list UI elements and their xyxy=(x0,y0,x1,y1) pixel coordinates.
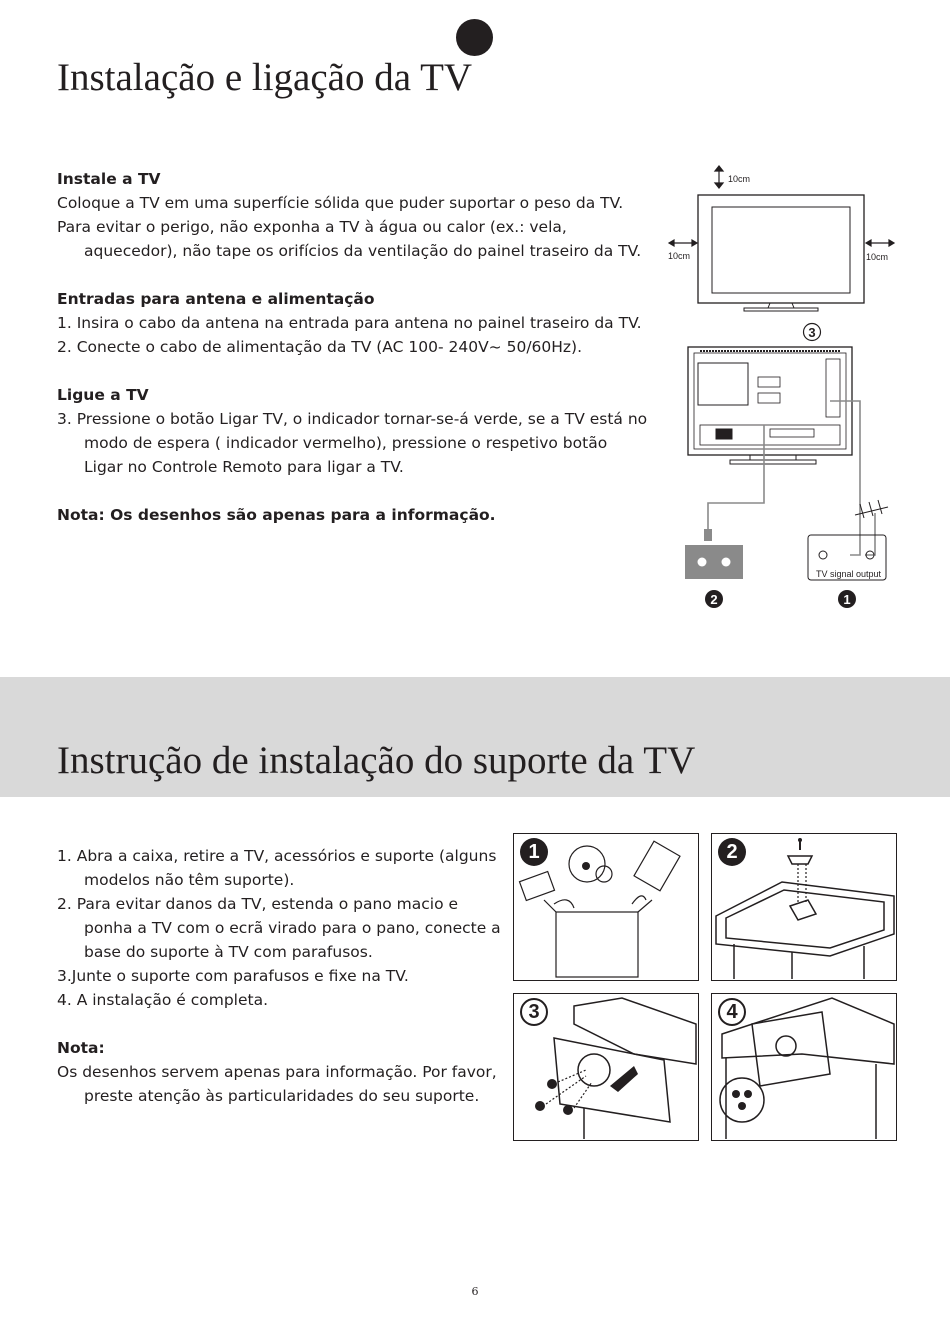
back-panel-badge-number: 3 xyxy=(808,325,816,340)
power-cable xyxy=(708,425,764,531)
stand-panel-4 xyxy=(711,993,897,1141)
power-step3: 3. Pressione o botão Ligar TV, o indicador tornar-se-á verde, se a TV está no modo de espera ( indicador vermelho), pressione o respetivo botão Ligar no Controle Remoto para ligar a TV. xyxy=(57,410,648,476)
antenna-badge-number: 1 xyxy=(843,592,851,607)
stand-step3: 3.Junte o suporte com parafusos e fixe na TV. xyxy=(57,967,409,985)
panel-number-3: 3 xyxy=(520,998,548,1026)
drawing-note: Nota: Os desenhos são apenas para a informação. xyxy=(57,506,496,524)
stand-step4: 4. A instalação é completa. xyxy=(57,991,269,1009)
section1-text xyxy=(57,167,657,527)
tv-back-drawing xyxy=(688,347,852,464)
tv-signal-output-label: TV signal output xyxy=(816,569,882,579)
panel-number-2: 2 xyxy=(718,838,746,866)
section2-title: Instrução de instalação do suporte da TV xyxy=(57,739,696,782)
section2-text xyxy=(57,844,507,1108)
fix-stand-drawing xyxy=(514,994,697,1139)
stand-note-heading: Nota: xyxy=(57,1039,105,1057)
inputs-heading: Entradas para antena e alimentação xyxy=(57,290,375,308)
page-number: 6 xyxy=(471,1285,479,1298)
panel-number-4: 4 xyxy=(718,998,746,1026)
tv-connection-diagram xyxy=(660,163,910,613)
clearance-left-arrow xyxy=(669,240,697,246)
stand-note-text: Os desenhos servem apenas para informação. Por favor, preste atenção às particularidades do seu suporte. xyxy=(57,1063,497,1105)
inputs-step2: 2. Conecte o cabo de alimentação da TV (AC 100- 240V~ 50/60Hz). xyxy=(57,338,583,356)
section-marker-dot xyxy=(456,19,493,56)
stand-panel-3 xyxy=(513,993,699,1141)
stand-step2: 2. Para evitar danos da TV, estenda o pano macio e ponha a TV com o ecrã virado para o pano, conecte a base do suporte à TV com parafusos. xyxy=(57,895,501,961)
clearance-right-arrow xyxy=(866,240,894,246)
inputs-step1: 1. Insira o cabo da antena na entrada para antena no painel traseiro da TV. xyxy=(57,314,642,332)
clearance-top-label: 10cm xyxy=(728,174,751,184)
attach-base-drawing xyxy=(712,834,895,979)
power-badge-number: 2 xyxy=(710,592,718,607)
power-heading: Ligue a TV xyxy=(57,386,149,404)
panel-number-1: 1 xyxy=(520,838,548,866)
unbox-drawing xyxy=(514,834,697,979)
clearance-top-arrow xyxy=(715,166,723,188)
install-line2: Para evitar o perigo, não exponha a TV à água ou calor (ex.: vela, aquecedor), não tape os orifícios da ventilação do painel traseiro da TV. xyxy=(57,218,642,260)
install-heading: Instale a TV xyxy=(57,170,161,188)
clearance-left-label: 10cm xyxy=(668,251,691,261)
installed-stand-drawing xyxy=(712,994,895,1139)
power-socket-icon xyxy=(685,529,743,579)
section1-title: Instalação e ligação da TV xyxy=(57,56,473,99)
stand-panel-2 xyxy=(711,833,897,981)
stand-step1: 1. Abra a caixa, retire a TV, acessórios e suporte (alguns modelos não têm suporte). xyxy=(57,847,497,889)
tv-front-drawing xyxy=(698,195,864,311)
stand-panel-1 xyxy=(513,833,699,981)
install-line1: Coloque a TV em uma superfície sólida que puder suportar o peso da TV. xyxy=(57,194,624,212)
clearance-right-label: 10cm xyxy=(866,252,889,262)
